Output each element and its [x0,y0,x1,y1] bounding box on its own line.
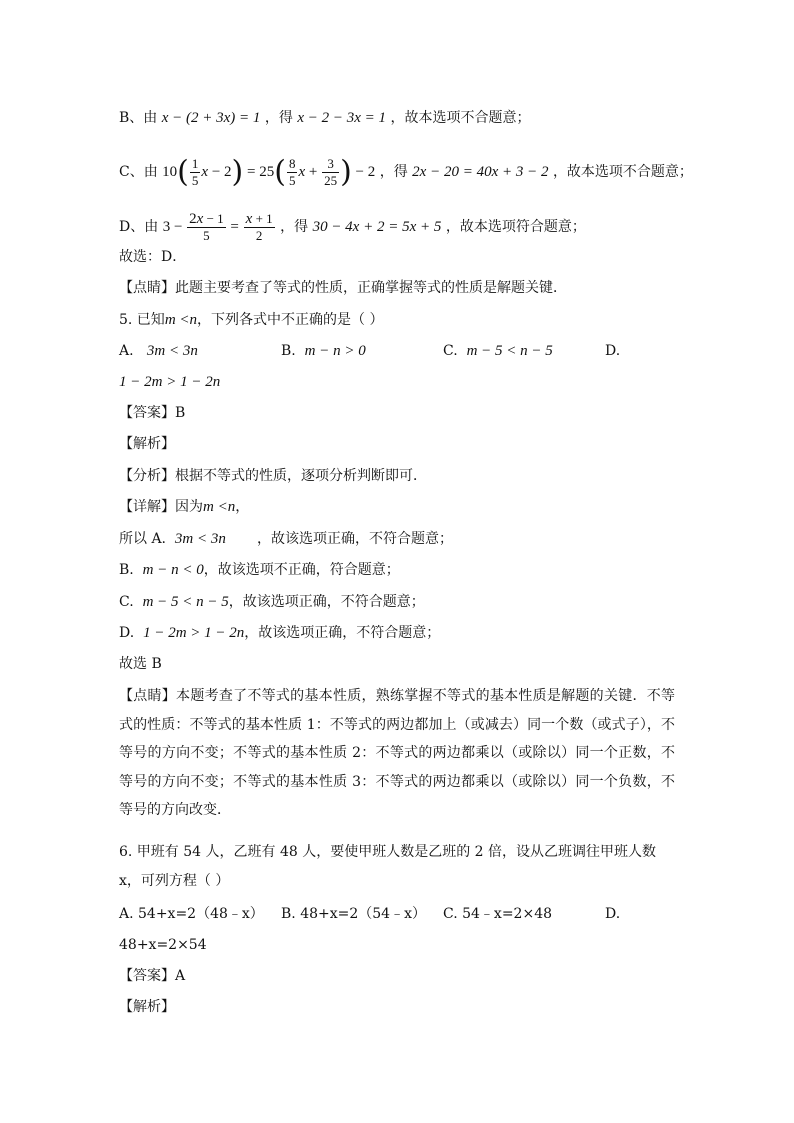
q5-detail-c: C. m − 5 < n − 5，故该选项正确，不符合题意； [119,594,425,610]
line-c-mid: ，得 [379,163,408,180]
q5-choose: 故选 B [119,656,162,672]
line-c-label: C、由 [119,163,158,180]
q6-option-d: 48+x=2×54 [119,937,207,953]
q6-option-c: C. 54﹣x=2×48 [443,906,553,922]
choose-d: 故选：D． [119,249,187,265]
line-b-expr: x − (2 + 3x) = 1 [161,110,261,126]
line-c-tail: ，故本选项不合题意； [552,163,693,180]
q5-detail-b: B. m − n < 0，故该选项不正确，符合题意； [119,562,400,578]
line-d-expr: 3 − $\frac{2x - 1}{5}$ = $\frac{x + 1}{2}$ [162,211,273,243]
q6-option-d-label: D. [605,906,621,922]
line-d-tail: ，故本选项符合题意； [445,218,586,235]
question-5-stem: 5. 已知m <n，下列各式中不正确的是（ ） [119,312,384,328]
line-b-label: B、由 [119,110,158,126]
line-b-result: x − 2 − 3x = 1 [297,110,387,126]
q5-option-d: 1 − 2m > 1 − 2n [119,374,221,390]
q5-comment: 【点睛】本题考查了不等式的基本性质，熟练掌握不等式的基本性质是解题的关键．不等式的性质：不等式的基本性质 1：不等式的两边都加上（或减去）同一个数（或式子），不等号的方向不变；不等式的基本性质 2：不等式的两边都乘以（或除以）同一个正数，不等号的方向不变；不等式的基本性质 3：不等式的两边都乘以（或除以）同一个负数，不等号的方向改变． [119,688,675,818]
line-d-result: 30 − 4x + 2 = 5x + 5 [312,218,442,235]
question-6-stem: 6. 甲班有 54 人，乙班有 48 人，要使甲班人数是乙班的 2 倍，设从乙班调往甲班人数 x，可列方程（ ） [119,844,657,889]
line-d-label: D、由 [119,218,159,235]
q6-analysis: 【解析】 [119,999,175,1015]
q6-answer: 【答案】A [119,968,186,984]
comment-1: 【点睛】此题主要考查了等式的性质，正确掌握等式的性质是解题关键． [119,280,567,296]
solution-line-b [119,108,530,128]
q5-option-a: A. 3m < 3n [119,343,198,359]
q5-xiangjie: 【详解】因为m <n， [119,499,250,515]
q5-option-c: C. m − 5 < n − 5 [443,343,553,359]
solution-line-c [119,156,693,189]
q5-option-b: B. m − n > 0 [281,343,366,359]
solution-line-d [119,211,586,244]
q5-analysis: 【解析】 [119,436,175,452]
q5-option-d-label: D. [605,343,621,359]
q5-condition: m <n [164,312,198,328]
q5-detail-a: 所以 A. 3m < 3n ，故该选项正确，不符合题意； [119,531,454,547]
line-c-result: 2x − 20 = 40x + 3 − 2 [412,163,549,180]
line-d-mid: ，得 [280,218,309,235]
line-b-mid: ，得 [264,110,293,126]
line-b-tail: ，故本选项不合题意； [390,110,531,126]
q5-fenxi: 【分析】根据不等式的性质，逐项分析判断即可． [119,468,427,484]
q6-option-a: A. 54+x=2（48﹣x） [119,906,264,922]
q5-answer: 【答案】B [119,405,186,421]
q6-option-b: B. 48+x=2（54﹣x） [281,906,426,922]
line-c-expr: 10( $\frac{1}{5}$ x − 2) = 25( $\frac{8}{5}$ x + $\frac{3}{25}$ ) − 2 [162,154,376,190]
q5-detail-d: D. 1 − 2m > 1 − 2n，故该选项正确，不符合题意； [119,625,441,641]
